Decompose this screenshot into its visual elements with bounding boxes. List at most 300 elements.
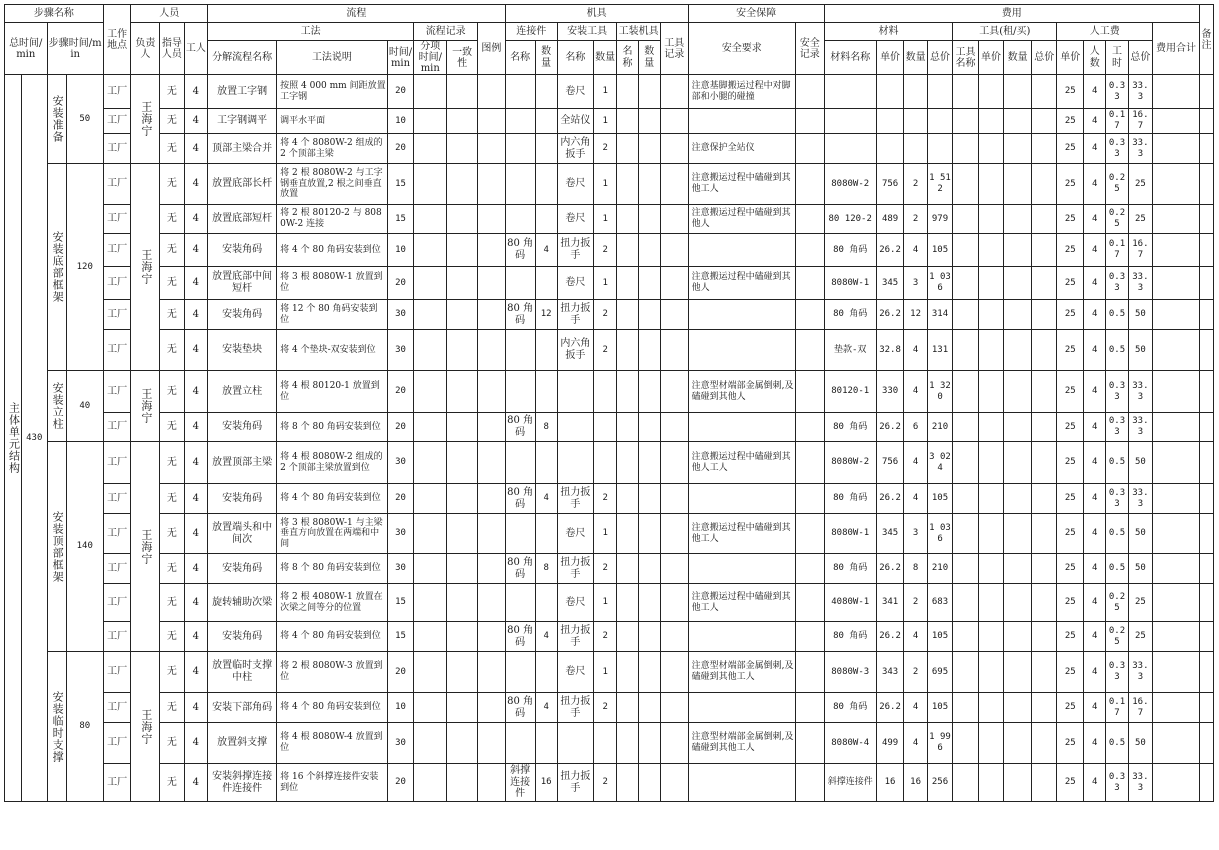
- cell-labor-people: 4: [1084, 514, 1106, 554]
- cell-conn-qty: [535, 584, 557, 622]
- cell-mat-price: 345: [876, 514, 904, 554]
- cell-rent-tool-name: [953, 484, 979, 514]
- cell-safety-record: [795, 330, 824, 371]
- cell-cost-total: [1153, 554, 1200, 584]
- cell-rent-total: [1031, 622, 1057, 652]
- cell-rent-qty: [1004, 134, 1032, 164]
- header-sub-name: 分解流程名称: [208, 41, 277, 75]
- header-fixture-name: 名称: [617, 41, 638, 75]
- cell-workers: 4: [184, 234, 207, 267]
- cell-rent-total: [1031, 554, 1057, 584]
- cell-mat-name: 80120-1: [824, 371, 876, 413]
- cell-sub-name: 放置立柱: [208, 371, 277, 413]
- cell-rent-qty: [1004, 330, 1032, 371]
- cell-labor-total: 50: [1128, 330, 1152, 371]
- cell-rent-qty: [1004, 234, 1032, 267]
- cell-guide: 无: [160, 371, 184, 413]
- cell-sub-name: 工字钢调平: [208, 109, 277, 134]
- cell-workers: 4: [184, 484, 207, 514]
- cell-tool-record: [660, 109, 688, 134]
- cell-place: 工厂: [103, 75, 131, 109]
- cell-sub-name: 放置斜支撑: [208, 723, 277, 764]
- cell-mat-total: 105: [927, 622, 953, 652]
- cell-rent-qty: [1004, 109, 1032, 134]
- cell-tool-name: [557, 442, 593, 484]
- header-cost: 费用: [824, 5, 1199, 23]
- cell-rent-qty: [1004, 723, 1032, 764]
- group-name: 主体单元结构: [5, 75, 22, 802]
- cell-note: [1199, 234, 1213, 267]
- cell-rent-tool-name: [953, 134, 979, 164]
- cell-mat-qty: 3: [904, 514, 927, 554]
- cell-note: [1199, 413, 1213, 442]
- cell-labor-price: 25: [1057, 109, 1084, 134]
- header-item-time: 分项时间/min: [414, 41, 447, 75]
- cell-safety-req: [688, 484, 795, 514]
- cell-labor-price: 25: [1057, 652, 1084, 693]
- cell-mat-total: 256: [927, 764, 953, 802]
- cell-mat-qty: 4: [904, 330, 927, 371]
- cell-mat-price: 26.2: [876, 622, 904, 652]
- cell-safety-req: [688, 413, 795, 442]
- cell-mat-name: 80 角码: [824, 693, 876, 723]
- cell-mat-name: 斜撑连接件: [824, 764, 876, 802]
- cell-labor-price: 25: [1057, 267, 1084, 300]
- cell-consistent: [447, 693, 478, 723]
- cell-fixture-qty: [638, 134, 660, 164]
- cell-rent-qty: [1004, 514, 1032, 554]
- cell-fixture-name: [617, 484, 638, 514]
- header-figure: 图例: [478, 23, 506, 75]
- cell-sub-name: 放置顶部主梁: [208, 442, 277, 484]
- cell-conn-name: 80 角码: [505, 413, 535, 442]
- cell-labor-people: 4: [1084, 622, 1106, 652]
- table-row: [5, 134, 1214, 164]
- cell-guide: 无: [160, 693, 184, 723]
- table-row: [5, 514, 1214, 554]
- cell-place: 工厂: [103, 514, 131, 554]
- cell-rent-tool-name: [953, 413, 979, 442]
- cell-figure: [478, 652, 506, 693]
- cell-tool-name: 内六角扳手: [557, 134, 593, 164]
- cell-tool-name: 扭力扳手: [557, 484, 593, 514]
- cell-labor-hours: 0.5: [1106, 554, 1128, 584]
- cell-method-desc: 将 8 个 80 角码安装到位: [277, 554, 388, 584]
- cell-safety-req: 注意搬运过程中磕碰到其他工人: [688, 584, 795, 622]
- cell-guide: 无: [160, 75, 184, 109]
- cell-rent-price: [978, 442, 1004, 484]
- cell-safety-record: [795, 413, 824, 442]
- cell-labor-people: 4: [1084, 234, 1106, 267]
- cell-time: 30: [387, 723, 414, 764]
- header-guide: 指导人员: [160, 23, 184, 75]
- cell-labor-price: 25: [1057, 693, 1084, 723]
- header-method: 工法: [208, 23, 414, 41]
- cell-labor-total: 50: [1128, 442, 1152, 484]
- header-fixture: 工装机具: [617, 23, 661, 41]
- cell-workers: 4: [184, 693, 207, 723]
- cell-tool-record: [660, 442, 688, 484]
- cell-labor-hours: 0.33: [1106, 267, 1128, 300]
- cell-fixture-name: [617, 584, 638, 622]
- cell-item-time: [414, 413, 447, 442]
- cell-safety-record: [795, 723, 824, 764]
- cell-safety-record: [795, 75, 824, 109]
- cell-note: [1199, 164, 1213, 205]
- cell-safety-record: [795, 584, 824, 622]
- cell-rent-price: [978, 330, 1004, 371]
- cell-fixture-name: [617, 514, 638, 554]
- header-rent-price: 单价: [978, 41, 1004, 75]
- cell-method-desc: 将 3 根 8080W-1 与主梁垂直方向放置在两端和中间: [277, 514, 388, 554]
- cell-rent-tool-name: [953, 442, 979, 484]
- cell-cost-total: [1153, 652, 1200, 693]
- cell-time: 10: [387, 109, 414, 134]
- cell-labor-total: 33.3: [1128, 267, 1152, 300]
- cell-consistent: [447, 330, 478, 371]
- process-cost-table: [4, 4, 1214, 802]
- cell-item-time: [414, 75, 447, 109]
- cell-sub-name: 放置临时支撑中柱: [208, 652, 277, 693]
- cell-mat-name: 80 120-2: [824, 205, 876, 234]
- cell-guide: 无: [160, 484, 184, 514]
- cell-cost-total: [1153, 134, 1200, 164]
- cell-rent-total: [1031, 234, 1057, 267]
- cell-method-desc: 将 4 个 80 角码安装到位: [277, 484, 388, 514]
- cell-fixture-qty: [638, 330, 660, 371]
- cell-tool-record: [660, 693, 688, 723]
- cell-rent-qty: [1004, 442, 1032, 484]
- cell-tool-qty: 2: [593, 300, 616, 330]
- cell-figure: [478, 723, 506, 764]
- cell-mat-qty: 12: [904, 300, 927, 330]
- cell-mat-price: 26.2: [876, 413, 904, 442]
- cell-conn-qty: 4: [535, 484, 557, 514]
- cell-conn-name: [505, 267, 535, 300]
- cell-workers: 4: [184, 75, 207, 109]
- cell-consistent: [447, 514, 478, 554]
- cell-fixture-qty: [638, 300, 660, 330]
- cell-tool-record: [660, 764, 688, 802]
- cell-sub-name: 安装角码: [208, 300, 277, 330]
- cell-fixture-name: [617, 652, 638, 693]
- cell-consistent: [447, 484, 478, 514]
- cell-item-time: [414, 442, 447, 484]
- cell-tool-record: [660, 164, 688, 205]
- cell-rent-qty: [1004, 413, 1032, 442]
- cell-tool-record: [660, 622, 688, 652]
- cell-note: [1199, 764, 1213, 802]
- cell-conn-qty: [535, 109, 557, 134]
- cell-workers: 4: [184, 164, 207, 205]
- cell-item-time: [414, 134, 447, 164]
- cell-figure: [478, 622, 506, 652]
- cell-conn-qty: 8: [535, 413, 557, 442]
- cell-responsible: 王海宁: [131, 371, 160, 442]
- cell-cost-total: [1153, 164, 1200, 205]
- cell-sub-name: 放置底部中间短杆: [208, 267, 277, 300]
- cell-mat-qty: 4: [904, 622, 927, 652]
- cell-rent-tool-name: [953, 723, 979, 764]
- cell-labor-people: 4: [1084, 300, 1106, 330]
- phase-time: 40: [66, 371, 103, 442]
- cell-rent-tool-name: [953, 109, 979, 134]
- cell-method-desc: 将 2 根 8080W-2 与工字钢垂直放置,2 根之间垂直放置: [277, 164, 388, 205]
- cell-rent-tool-name: [953, 652, 979, 693]
- cell-mat-total: 105: [927, 484, 953, 514]
- cell-mat-total: 1 036: [927, 514, 953, 554]
- cell-note: [1199, 554, 1213, 584]
- cell-rent-price: [978, 764, 1004, 802]
- cell-mat-price: 26.2: [876, 484, 904, 514]
- cell-fixture-name: [617, 693, 638, 723]
- cell-rent-tool-name: [953, 371, 979, 413]
- cell-fixture-name: [617, 442, 638, 484]
- cell-tool-record: [660, 584, 688, 622]
- cell-consistent: [447, 267, 478, 300]
- cell-sub-name: 安装下部角码: [208, 693, 277, 723]
- cell-tool-name: 卷尺: [557, 164, 593, 205]
- cell-rent-tool-name: [953, 300, 979, 330]
- cell-rent-price: [978, 693, 1004, 723]
- cell-rent-price: [978, 371, 1004, 413]
- cell-fixture-qty: [638, 723, 660, 764]
- cell-cost-total: [1153, 584, 1200, 622]
- cell-rent-tool-name: [953, 75, 979, 109]
- cell-tool-qty: 2: [593, 622, 616, 652]
- cell-workers: 4: [184, 413, 207, 442]
- header-workers: 工人: [184, 23, 207, 75]
- cell-conn-qty: [535, 652, 557, 693]
- cell-place: 工厂: [103, 413, 131, 442]
- cell-tool-name: 卷尺: [557, 75, 593, 109]
- cell-fixture-qty: [638, 554, 660, 584]
- cell-fixture-name: [617, 622, 638, 652]
- cell-mat-price: 341: [876, 584, 904, 622]
- cell-fixture-qty: [638, 442, 660, 484]
- cell-cost-total: [1153, 234, 1200, 267]
- cell-tool-qty: 2: [593, 554, 616, 584]
- cell-rent-price: [978, 652, 1004, 693]
- cell-rent-total: [1031, 764, 1057, 802]
- cell-item-time: [414, 300, 447, 330]
- cell-fixture-name: [617, 164, 638, 205]
- cell-item-time: [414, 484, 447, 514]
- cell-responsible: 王海宁: [131, 164, 160, 371]
- cell-guide: 无: [160, 413, 184, 442]
- cell-safety-req: [688, 764, 795, 802]
- cell-item-time: [414, 267, 447, 300]
- cell-tool-qty: 1: [593, 205, 616, 234]
- cell-labor-total: 50: [1128, 554, 1152, 584]
- cell-tool-name: 卷尺: [557, 205, 593, 234]
- cell-mat-qty: 4: [904, 693, 927, 723]
- cell-mat-name: [824, 75, 876, 109]
- table-row: [5, 693, 1214, 723]
- header-conn-name: 名称: [505, 41, 535, 75]
- cell-labor-total: 33.3: [1128, 652, 1152, 693]
- cell-mat-name: [824, 134, 876, 164]
- cell-rent-tool-name: [953, 764, 979, 802]
- cell-labor-hours: 0.25: [1106, 205, 1128, 234]
- cell-rent-tool-name: [953, 584, 979, 622]
- cell-rent-tool-name: [953, 330, 979, 371]
- cell-mat-price: 32.8: [876, 330, 904, 371]
- cell-conn-name: [505, 75, 535, 109]
- cell-rent-total: [1031, 267, 1057, 300]
- cell-item-time: [414, 109, 447, 134]
- cell-guide: 无: [160, 723, 184, 764]
- cell-labor-hours: 0.25: [1106, 164, 1128, 205]
- cell-place: 工厂: [103, 652, 131, 693]
- cell-mat-qty: [904, 134, 927, 164]
- cell-safety-record: [795, 371, 824, 413]
- cell-conn-name: 斜撑连接件: [505, 764, 535, 802]
- cell-safety-req: [688, 109, 795, 134]
- cell-rent-tool-name: [953, 267, 979, 300]
- cell-mat-qty: [904, 75, 927, 109]
- header-work-place: 工作地点: [103, 5, 131, 75]
- cell-consistent: [447, 234, 478, 267]
- cell-labor-price: 25: [1057, 484, 1084, 514]
- cell-item-time: [414, 622, 447, 652]
- cell-item-time: [414, 723, 447, 764]
- cell-method-desc: 将 4 个垫块-双安装到位: [277, 330, 388, 371]
- cell-labor-hours: 0.17: [1106, 109, 1128, 134]
- cell-figure: [478, 693, 506, 723]
- cell-mat-name: 80 角码: [824, 554, 876, 584]
- cell-mat-total: 210: [927, 413, 953, 442]
- cell-labor-people: 4: [1084, 442, 1106, 484]
- cell-item-time: [414, 554, 447, 584]
- cell-item-time: [414, 693, 447, 723]
- header-process: 流程: [208, 5, 506, 23]
- cell-safety-record: [795, 622, 824, 652]
- cell-guide: 无: [160, 300, 184, 330]
- cell-figure: [478, 764, 506, 802]
- group-total-time: 430: [22, 75, 48, 802]
- cell-mat-total: 3 024: [927, 442, 953, 484]
- cell-sub-name: 安装垫块: [208, 330, 277, 371]
- cell-tool-record: [660, 413, 688, 442]
- cell-labor-hours: 0.33: [1106, 134, 1128, 164]
- cell-tool-name: 扭力扳手: [557, 693, 593, 723]
- cell-mat-total: 1 512: [927, 164, 953, 205]
- cell-tool-record: [660, 205, 688, 234]
- cell-fixture-qty: [638, 164, 660, 205]
- cell-figure: [478, 205, 506, 234]
- cell-rent-total: [1031, 584, 1057, 622]
- cell-rent-price: [978, 300, 1004, 330]
- cell-consistent: [447, 134, 478, 164]
- cell-tool-name: 内六角扳手: [557, 330, 593, 371]
- cell-item-time: [414, 584, 447, 622]
- cell-conn-name: [505, 723, 535, 764]
- cell-place: 工厂: [103, 330, 131, 371]
- cell-method-desc: 将 8 个 80 角码安装到位: [277, 413, 388, 442]
- cell-method-desc: 将 4 个 8080W-2 组成的 2 个顶部主梁: [277, 134, 388, 164]
- cell-labor-total: 16.7: [1128, 234, 1152, 267]
- cell-rent-tool-name: [953, 234, 979, 267]
- header-tool-record: 工具记录: [660, 23, 688, 75]
- cell-labor-total: 50: [1128, 723, 1152, 764]
- cell-mat-price: 756: [876, 442, 904, 484]
- cell-conn-qty: 12: [535, 300, 557, 330]
- cell-labor-hours: 0.33: [1106, 764, 1128, 802]
- cell-mat-qty: 2: [904, 584, 927, 622]
- cell-tool-qty: 1: [593, 164, 616, 205]
- cell-tool-name: 扭力扳手: [557, 300, 593, 330]
- cell-cost-total: [1153, 484, 1200, 514]
- cell-fixture-qty: [638, 267, 660, 300]
- cell-method-desc: 将 4 根 8080W-4 放置到位: [277, 723, 388, 764]
- cell-consistent: [447, 723, 478, 764]
- cell-rent-total: [1031, 442, 1057, 484]
- cell-mat-name: 8080W-4: [824, 723, 876, 764]
- cell-mat-price: 26.2: [876, 554, 904, 584]
- cell-consistent: [447, 413, 478, 442]
- cell-time: 30: [387, 330, 414, 371]
- cell-tool-record: [660, 134, 688, 164]
- cell-workers: 4: [184, 267, 207, 300]
- cell-rent-tool-name: [953, 622, 979, 652]
- cell-rent-qty: [1004, 267, 1032, 300]
- cell-conn-name: [505, 514, 535, 554]
- cell-labor-hours: 0.5: [1106, 300, 1128, 330]
- cell-note: [1199, 442, 1213, 484]
- cell-fixture-name: [617, 134, 638, 164]
- cell-safety-record: [795, 652, 824, 693]
- cell-conn-qty: 4: [535, 234, 557, 267]
- cell-labor-hours: 0.17: [1106, 234, 1128, 267]
- table-row: [5, 484, 1214, 514]
- cell-tool-record: [660, 554, 688, 584]
- cell-labor-hours: 0.33: [1106, 413, 1128, 442]
- cell-fixture-name: [617, 75, 638, 109]
- cell-fixture-qty: [638, 622, 660, 652]
- cell-sub-name: 安装角码: [208, 484, 277, 514]
- cell-note: [1199, 584, 1213, 622]
- cell-rent-price: [978, 723, 1004, 764]
- header-fixture-qty: 数量: [638, 41, 660, 75]
- cell-labor-price: 25: [1057, 514, 1084, 554]
- cell-rent-qty: [1004, 484, 1032, 514]
- cell-mat-price: 26.2: [876, 693, 904, 723]
- cell-sub-name: 放置端头和中间次: [208, 514, 277, 554]
- table-row: [5, 652, 1214, 693]
- cell-safety-record: [795, 514, 824, 554]
- cell-tool-qty: 1: [593, 109, 616, 134]
- cell-place: 工厂: [103, 234, 131, 267]
- cell-guide: 无: [160, 622, 184, 652]
- header-total-time: 总时间/min: [5, 23, 48, 75]
- header-connector: 连接件: [505, 23, 557, 41]
- cell-workers: 4: [184, 764, 207, 802]
- cell-rent-price: [978, 514, 1004, 554]
- cell-note: [1199, 75, 1213, 109]
- table-row: [5, 75, 1214, 109]
- cell-labor-hours: 0.33: [1106, 652, 1128, 693]
- cell-cost-total: [1153, 330, 1200, 371]
- header-labor: 人工费: [1057, 23, 1153, 41]
- cell-method-desc: 将 2 根 80120-2 与 8080W-2 连接: [277, 205, 388, 234]
- cell-rent-price: [978, 622, 1004, 652]
- cell-method-desc: 将 2 根 4080W-1 放置在次梁之间等分的位置: [277, 584, 388, 622]
- cell-conn-qty: [535, 164, 557, 205]
- cell-rent-tool-name: [953, 693, 979, 723]
- header-mat-qty: 数量: [904, 41, 927, 75]
- header-time-min: 时间/min: [387, 41, 414, 75]
